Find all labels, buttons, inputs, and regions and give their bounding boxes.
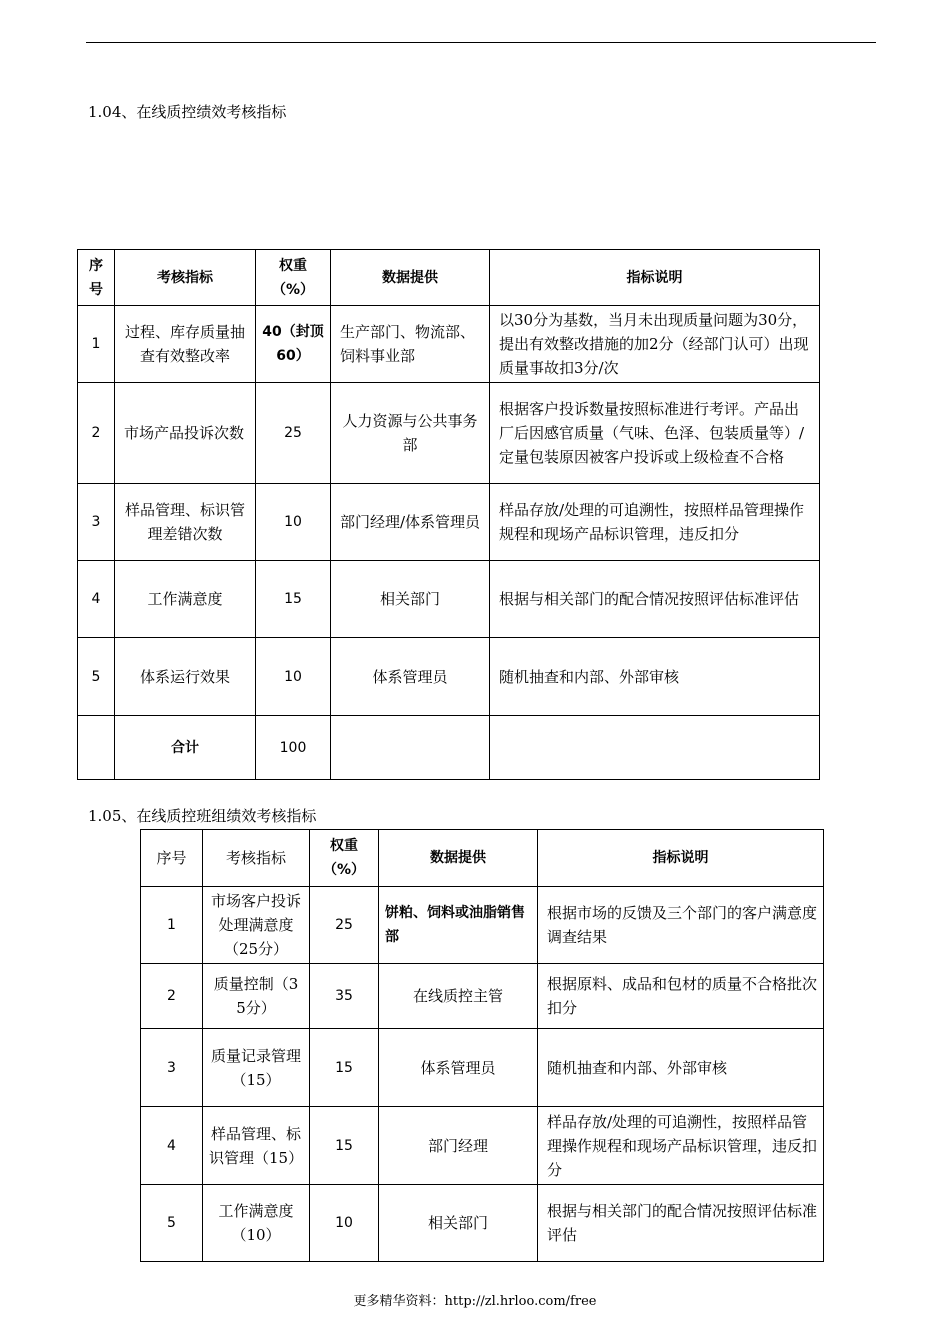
header-desc: 指标说明 xyxy=(490,250,820,306)
row-source: 相关部门 xyxy=(331,561,490,638)
row-desc: 以30分为基数，当月未出现质量问题为30分，提出有效整改措施的加2分（经部门认可）出现质量事故扣3分/次 xyxy=(490,306,820,383)
row-indicator: 质量控制（35分） xyxy=(203,964,310,1029)
row-indicator: 市场客户投诉处理满意度（25分） xyxy=(203,887,310,964)
row-weight: 35 xyxy=(310,964,379,1029)
row-no: 1 xyxy=(141,887,203,964)
row-desc: 随机抽查和内部、外部审核 xyxy=(538,1029,824,1107)
header-source: 数据提供 xyxy=(331,250,490,306)
row-source: 饼粕、饲料或油脂销售部 xyxy=(379,887,538,964)
row-no: 5 xyxy=(141,1185,203,1262)
table-row xyxy=(78,484,820,561)
header-indicator: 考核指标 xyxy=(115,250,256,306)
table-row xyxy=(141,964,824,1029)
row-weight: 15 xyxy=(310,1107,379,1185)
table-header-row xyxy=(78,250,820,306)
table-row xyxy=(141,1107,824,1185)
header-desc: 指标说明 xyxy=(538,830,824,887)
row-weight: 10 xyxy=(256,484,331,561)
section2-table xyxy=(140,829,824,1262)
row-weight: 10 xyxy=(310,1185,379,1262)
row-indicator: 过程、库存质量抽查有效整改率 xyxy=(115,306,256,383)
section1-table xyxy=(77,249,820,780)
header-weight: 权重（%） xyxy=(256,250,331,306)
table-total-row xyxy=(78,716,820,780)
row-no: 2 xyxy=(141,964,203,1029)
row-weight: 15 xyxy=(310,1029,379,1107)
table-row xyxy=(78,383,820,484)
row-no: 4 xyxy=(141,1107,203,1185)
table-row xyxy=(141,1029,824,1107)
row-desc: 样品存放/处理的可追溯性，按照样品管理操作规程和现场产品标识管理，违反扣分 xyxy=(538,1107,824,1185)
row-no: 1 xyxy=(78,306,115,383)
row-desc: 根据市场的反馈及三个部门的客户满意度调查结果 xyxy=(538,887,824,964)
row-indicator: 工作满意度（10） xyxy=(203,1185,310,1262)
total-weight: 100 xyxy=(256,716,331,780)
header-no: 序号 xyxy=(78,250,115,306)
row-indicator: 工作满意度 xyxy=(115,561,256,638)
row-no: 3 xyxy=(78,484,115,561)
table-row xyxy=(78,306,820,383)
row-source: 体系管理员 xyxy=(379,1029,538,1107)
table-row xyxy=(141,1185,824,1262)
row-source: 人力资源与公共事务部 xyxy=(331,383,490,484)
section2-title: 1.05、在线质控班组绩效考核指标 xyxy=(88,807,317,825)
row-weight: 25 xyxy=(310,887,379,964)
total-no xyxy=(78,716,115,780)
header-indicator: 考核指标 xyxy=(203,830,310,887)
row-desc: 根据原料、成品和包材的质量不合格批次扣分 xyxy=(538,964,824,1029)
row-indicator: 体系运行效果 xyxy=(115,638,256,716)
row-desc: 根据与相关部门的配合情况按照评估标准评估 xyxy=(490,561,820,638)
row-no: 5 xyxy=(78,638,115,716)
table-row xyxy=(141,887,824,964)
table-row xyxy=(78,561,820,638)
row-indicator: 质量记录管理（15） xyxy=(203,1029,310,1107)
total-source xyxy=(331,716,490,780)
row-source: 部门经理/体系管理员 xyxy=(331,484,490,561)
row-desc: 随机抽查和内部、外部审核 xyxy=(490,638,820,716)
total-label: 合计 xyxy=(115,716,256,780)
row-source: 在线质控主管 xyxy=(379,964,538,1029)
row-source: 部门经理 xyxy=(379,1107,538,1185)
total-desc xyxy=(490,716,820,780)
header-rule xyxy=(86,42,876,43)
table-header-row xyxy=(141,830,824,887)
row-weight: 40（封顶60） xyxy=(256,306,331,383)
row-source: 相关部门 xyxy=(379,1185,538,1262)
row-indicator: 样品管理、标识管理（15） xyxy=(203,1107,310,1185)
row-weight: 10 xyxy=(256,638,331,716)
row-no: 3 xyxy=(141,1029,203,1107)
row-weight: 15 xyxy=(256,561,331,638)
row-no: 4 xyxy=(78,561,115,638)
header-no: 序号 xyxy=(141,830,203,887)
row-weight: 25 xyxy=(256,383,331,484)
table-row xyxy=(78,638,820,716)
row-desc: 根据与相关部门的配合情况按照评估标准评估 xyxy=(538,1185,824,1262)
header-source: 数据提供 xyxy=(379,830,538,887)
section1-title: 1.04、在线质控绩效考核指标 xyxy=(88,103,287,121)
header-weight: 权重（%） xyxy=(310,830,379,887)
row-indicator: 样品管理、标识管理差错次数 xyxy=(115,484,256,561)
row-source: 生产部门、物流部、饲料事业部 xyxy=(331,306,490,383)
row-indicator: 市场产品投诉次数 xyxy=(115,383,256,484)
row-source: 体系管理员 xyxy=(331,638,490,716)
row-no: 2 xyxy=(78,383,115,484)
row-desc: 样品存放/处理的可追溯性，按照样品管理操作规程和现场产品标识管理，违反扣分 xyxy=(490,484,820,561)
row-desc: 根据客户投诉数量按照标准进行考评。产品出厂后因感官质量（气味、色泽、包装质量等）/定量包装原因被客户投诉或上级检查不合格 xyxy=(490,383,820,484)
footer-link[interactable]: 更多精华资料：http://zl.hrloo.com/free xyxy=(353,1294,597,1309)
